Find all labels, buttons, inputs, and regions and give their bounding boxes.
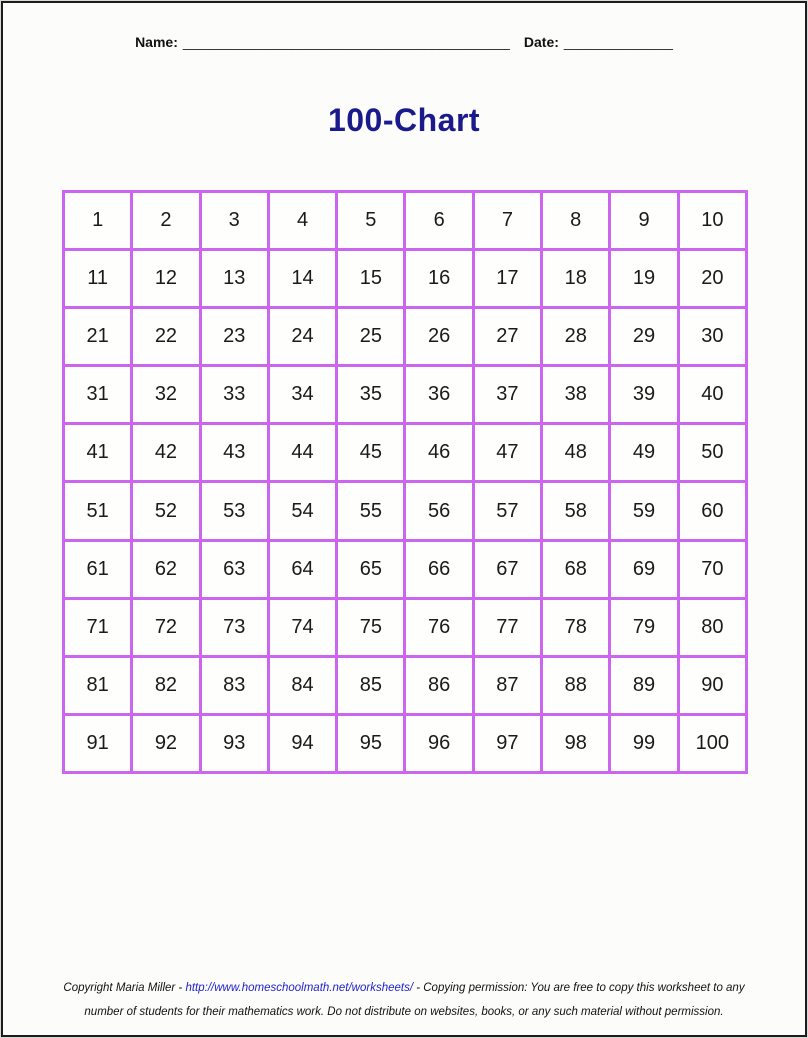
grid-cell: 5 bbox=[337, 192, 405, 250]
grid-cell: 43 bbox=[200, 424, 268, 482]
grid-cell: 37 bbox=[473, 366, 541, 424]
grid-cell: 71 bbox=[64, 598, 132, 656]
footer-permission-text: - Copying permission: You are free to copy this worksheet to any bbox=[413, 982, 745, 994]
grid-cell: 12 bbox=[132, 250, 200, 308]
grid-cell: 67 bbox=[473, 540, 541, 598]
name-date-header bbox=[3, 34, 805, 50]
grid-cell: 83 bbox=[200, 656, 268, 714]
grid-cell: 80 bbox=[678, 598, 746, 656]
page-title: 100-Chart bbox=[327, 102, 481, 138]
grid-cell: 68 bbox=[542, 540, 610, 598]
grid-cell: 40 bbox=[678, 366, 746, 424]
grid-cell: 27 bbox=[473, 308, 541, 366]
grid-cell: 19 bbox=[610, 250, 678, 308]
grid-cell: 72 bbox=[132, 598, 200, 656]
grid-cell: 6 bbox=[405, 192, 473, 250]
grid-cell: 59 bbox=[610, 482, 678, 540]
grid-cell: 10 bbox=[678, 192, 746, 250]
name-label: Name: bbox=[135, 34, 178, 50]
grid-cell: 15 bbox=[337, 250, 405, 308]
grid-cell: 66 bbox=[405, 540, 473, 598]
footer-copyright-text: Copyright Maria Miller - bbox=[63, 982, 186, 994]
grid-cell: 4 bbox=[268, 192, 336, 250]
copyright-footer bbox=[3, 976, 805, 1024]
grid-cell: 50 bbox=[678, 424, 746, 482]
grid-cell: 2 bbox=[132, 192, 200, 250]
grid-cell: 87 bbox=[473, 656, 541, 714]
grid-cell: 38 bbox=[542, 366, 610, 424]
grid-cell: 100 bbox=[678, 714, 746, 772]
table-row bbox=[64, 250, 747, 308]
grid-cell: 61 bbox=[64, 540, 132, 598]
grid-cell: 79 bbox=[610, 598, 678, 656]
grid-cell: 47 bbox=[473, 424, 541, 482]
homeschoolmath-link[interactable]: http://www.homeschoolmath.net/worksheets/ bbox=[185, 982, 414, 994]
grid-cell: 39 bbox=[610, 366, 678, 424]
grid-cell: 58 bbox=[542, 482, 610, 540]
grid-cell: 3 bbox=[200, 192, 268, 250]
grid-cell: 60 bbox=[678, 482, 746, 540]
worksheet-page bbox=[1, 1, 807, 1037]
grid-cell: 29 bbox=[610, 308, 678, 366]
hundred-chart-body bbox=[64, 192, 747, 773]
grid-cell: 44 bbox=[268, 424, 336, 482]
grid-cell: 95 bbox=[337, 714, 405, 772]
grid-cell: 20 bbox=[678, 250, 746, 308]
grid-cell: 91 bbox=[64, 714, 132, 772]
grid-cell: 11 bbox=[64, 250, 132, 308]
grid-cell: 8 bbox=[542, 192, 610, 250]
grid-cell: 26 bbox=[405, 308, 473, 366]
table-row bbox=[64, 540, 747, 598]
grid-cell: 62 bbox=[132, 540, 200, 598]
grid-cell: 18 bbox=[542, 250, 610, 308]
grid-cell: 36 bbox=[405, 366, 473, 424]
table-row bbox=[64, 714, 747, 772]
grid-cell: 14 bbox=[268, 250, 336, 308]
grid-cell: 65 bbox=[337, 540, 405, 598]
grid-cell: 84 bbox=[268, 656, 336, 714]
grid-cell: 92 bbox=[132, 714, 200, 772]
footer-line-1 bbox=[3, 976, 805, 1000]
grid-cell: 54 bbox=[268, 482, 336, 540]
grid-cell: 31 bbox=[64, 366, 132, 424]
grid-cell: 52 bbox=[132, 482, 200, 540]
grid-cell: 69 bbox=[610, 540, 678, 598]
grid-cell: 93 bbox=[200, 714, 268, 772]
grid-cell: 22 bbox=[132, 308, 200, 366]
footer-line-2: number of students for their mathematics work. Do not distribute on websites, books, or any such material without permission. bbox=[84, 1006, 724, 1018]
grid-cell: 24 bbox=[268, 308, 336, 366]
table-row bbox=[64, 366, 747, 424]
grid-cell: 25 bbox=[337, 308, 405, 366]
name-blank-line: __________________________________________ bbox=[182, 34, 510, 50]
table-row bbox=[64, 598, 747, 656]
hundred-chart-table bbox=[62, 190, 748, 774]
grid-cell: 46 bbox=[405, 424, 473, 482]
grid-cell: 57 bbox=[473, 482, 541, 540]
grid-cell: 97 bbox=[473, 714, 541, 772]
grid-cell: 56 bbox=[405, 482, 473, 540]
grid-cell: 45 bbox=[337, 424, 405, 482]
grid-cell: 7 bbox=[473, 192, 541, 250]
table-row bbox=[64, 308, 747, 366]
grid-cell: 16 bbox=[405, 250, 473, 308]
grid-cell: 17 bbox=[473, 250, 541, 308]
grid-cell: 64 bbox=[268, 540, 336, 598]
grid-cell: 21 bbox=[64, 308, 132, 366]
grid-cell: 41 bbox=[64, 424, 132, 482]
grid-cell: 82 bbox=[132, 656, 200, 714]
grid-cell: 77 bbox=[473, 598, 541, 656]
grid-cell: 76 bbox=[405, 598, 473, 656]
grid-cell: 70 bbox=[678, 540, 746, 598]
grid-cell: 89 bbox=[610, 656, 678, 714]
grid-cell: 99 bbox=[610, 714, 678, 772]
table-row bbox=[64, 482, 747, 540]
grid-cell: 33 bbox=[200, 366, 268, 424]
table-row bbox=[64, 424, 747, 482]
grid-cell: 98 bbox=[542, 714, 610, 772]
grid-cell: 1 bbox=[64, 192, 132, 250]
grid-cell: 51 bbox=[64, 482, 132, 540]
grid-cell: 13 bbox=[200, 250, 268, 308]
grid-cell: 49 bbox=[610, 424, 678, 482]
grid-cell: 28 bbox=[542, 308, 610, 366]
grid-cell: 90 bbox=[678, 656, 746, 714]
grid-cell: 88 bbox=[542, 656, 610, 714]
grid-cell: 78 bbox=[542, 598, 610, 656]
grid-cell: 32 bbox=[132, 366, 200, 424]
date-label: Date: bbox=[523, 34, 559, 50]
grid-cell: 63 bbox=[200, 540, 268, 598]
grid-cell: 30 bbox=[678, 308, 746, 366]
grid-cell: 42 bbox=[132, 424, 200, 482]
grid-cell: 85 bbox=[337, 656, 405, 714]
grid-cell: 35 bbox=[337, 366, 405, 424]
grid-cell: 73 bbox=[200, 598, 268, 656]
grid-cell: 75 bbox=[337, 598, 405, 656]
grid-cell: 53 bbox=[200, 482, 268, 540]
grid-cell: 74 bbox=[268, 598, 336, 656]
table-row bbox=[64, 656, 747, 714]
grid-cell: 48 bbox=[542, 424, 610, 482]
grid-cell: 86 bbox=[405, 656, 473, 714]
grid-cell: 23 bbox=[200, 308, 268, 366]
grid-cell: 96 bbox=[405, 714, 473, 772]
grid-cell: 55 bbox=[337, 482, 405, 540]
date-blank-line: ______________ bbox=[563, 34, 673, 50]
grid-cell: 81 bbox=[64, 656, 132, 714]
grid-cell: 94 bbox=[268, 714, 336, 772]
table-row bbox=[64, 192, 747, 250]
grid-cell: 9 bbox=[610, 192, 678, 250]
grid-cell: 34 bbox=[268, 366, 336, 424]
